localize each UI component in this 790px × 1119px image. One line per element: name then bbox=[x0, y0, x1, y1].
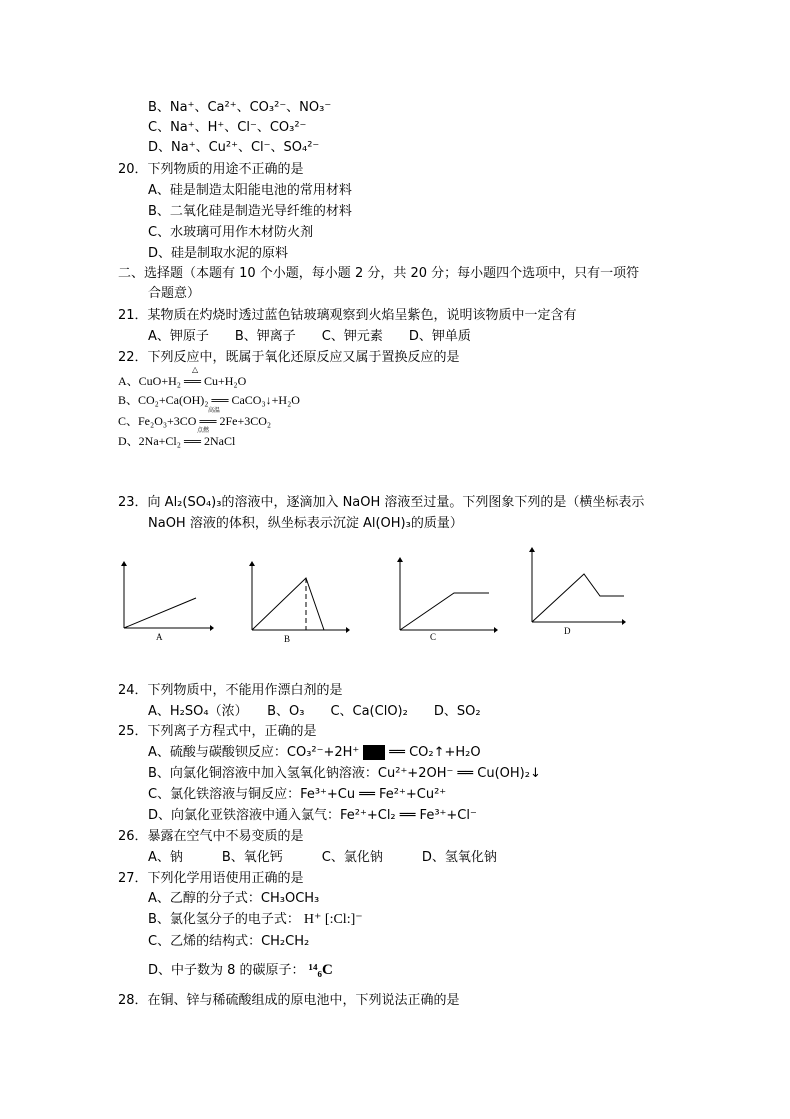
q24-options: A、H₂SO₄（浓） B、O₃ C、Ca(ClO)₂ D、SO₂ bbox=[148, 704, 481, 719]
q26-stem: 26．暴露在空气中不易变质的是 bbox=[118, 829, 304, 844]
q22-option-b: B、CO₂+Ca(OH)₂ ══ CaCO₃↓+H₂O bbox=[118, 393, 300, 407]
q21-stem: 21．某物质在灼烧时透过蓝色钴玻璃观察到火焰呈紫色，说明该物质中一定含有 bbox=[118, 308, 577, 323]
graph-b bbox=[246, 560, 356, 654]
q27-option-d: D、中子数为 8 的碳原子： ¹⁴₆C bbox=[148, 962, 333, 978]
q21-options: A、钾原子 B、钾离子 C、钾元素 D、钾单质 bbox=[148, 329, 471, 344]
q20-option-b: B、二氧化硅是制造光导纤维的材料 bbox=[148, 204, 352, 219]
section2-heading-cont: 合题意） bbox=[148, 286, 201, 301]
q19-option-d: D、Na⁺、Cu²⁺、Cl⁻、SO₄²⁻ bbox=[148, 140, 320, 155]
electron-formula: H⁺ [:Cl:]⁻ bbox=[303, 912, 363, 927]
graph-c-label: C bbox=[430, 632, 437, 642]
q27-stem: 27．下列化学用语使用正确的是 bbox=[118, 871, 304, 886]
graph-a-label: A bbox=[156, 632, 163, 642]
graph-a bbox=[118, 560, 218, 654]
q25-stem: 25．下列离子方程式中，正确的是 bbox=[118, 724, 317, 739]
q23-stem-cont: NaOH 溶液的体积，纵坐标表示沉淀 Al(OH)₃的质量） bbox=[148, 516, 463, 531]
q27-option-a: A、乙醇的分子式：CH₃OCH₃ bbox=[148, 891, 320, 906]
graph-b-label: B bbox=[284, 634, 291, 644]
section2-heading: 二、选择题（本题有 10 个小题，每小题 2 分，共 20 分；每小题四个选项中，只有一项符 bbox=[118, 266, 640, 281]
q22-stem: 22．下列反应中，既属于氧化还原反应又属于置换反应的是 bbox=[118, 350, 460, 365]
q19-option-b: B、Na⁺、Ca²⁺、CO₃²⁻、NO₃⁻ bbox=[148, 100, 332, 115]
q20-option-c: C、水玻璃可用作木材防火剂 bbox=[148, 225, 314, 240]
graph-c bbox=[394, 556, 504, 650]
q25-option-a: A、硫酸与碳酸钡反应：CO₃²⁻+2H⁺ ══ CO₂↑+H₂O bbox=[148, 745, 481, 760]
q26-options: A、钠 B、氧化钙 C、氯化钠 D、氢氧化钠 bbox=[148, 850, 497, 865]
q22-option-c: C、Fe₂O₃+3CO ══ 2Fe+3CO₂ bbox=[118, 414, 272, 428]
q27-option-b: B、氯化氢分子的电子式： H⁺ [:Cl:]⁻ bbox=[148, 912, 363, 927]
ignite-condition: 点燃 bbox=[197, 427, 210, 434]
q22-option-a: A、CuO+H₂ ══ Cu+H₂O bbox=[118, 374, 247, 388]
q20-stem: 20．下列物质的用途不正确的是 bbox=[118, 162, 304, 177]
q19-option-c: C、Na⁺、H⁺、Cl⁻、CO₃²⁻ bbox=[148, 120, 307, 135]
graph-d bbox=[526, 546, 636, 645]
q27-option-c: C、乙烯的结构式：CH₂CH₂ bbox=[148, 934, 310, 949]
q20-option-a: A、硅是制造太阳能电池的常用材料 bbox=[148, 183, 352, 198]
q20-option-d: D、硅是制取水泥的原料 bbox=[148, 246, 289, 261]
q25-option-c: C、氯化铁溶液与铜反应：Fe³⁺+Cu ══ Fe²⁺+Cu²⁺ bbox=[148, 787, 447, 802]
graph-d-label: D bbox=[564, 626, 571, 636]
q25-option-d: D、向氯化亚铁溶液中通入氯气：Fe²⁺+Cl₂ ══ Fe³⁺+Cl⁻ bbox=[148, 808, 477, 823]
q28-stem: 28．在铜、锌与稀硫酸组成的原电池中，下列说法正确的是 bbox=[118, 993, 460, 1008]
redacted-block bbox=[363, 745, 385, 760]
q24-stem: 24．下列物质中，不能用作漂白剂的是 bbox=[118, 683, 343, 698]
heat-condition: △ bbox=[192, 365, 199, 374]
q23-stem: 23．向 Al₂(SO₄)₃的溶液中，逐滴加入 NaOH 溶液至过量。下列图象下列的是（横坐标表示 bbox=[118, 495, 645, 510]
q25-option-b: B、向氯化铜溶液中加入氢氧化钠溶液：Cu²⁺+2OH⁻ ══ Cu(OH)₂↓ bbox=[148, 766, 541, 781]
q22-option-d: D、2Na+Cl₂ ══ 2NaCl bbox=[118, 434, 236, 448]
high-temp-condition: 高温 bbox=[208, 407, 221, 414]
carbon-nuclide: ¹⁴₆C bbox=[308, 962, 333, 978]
